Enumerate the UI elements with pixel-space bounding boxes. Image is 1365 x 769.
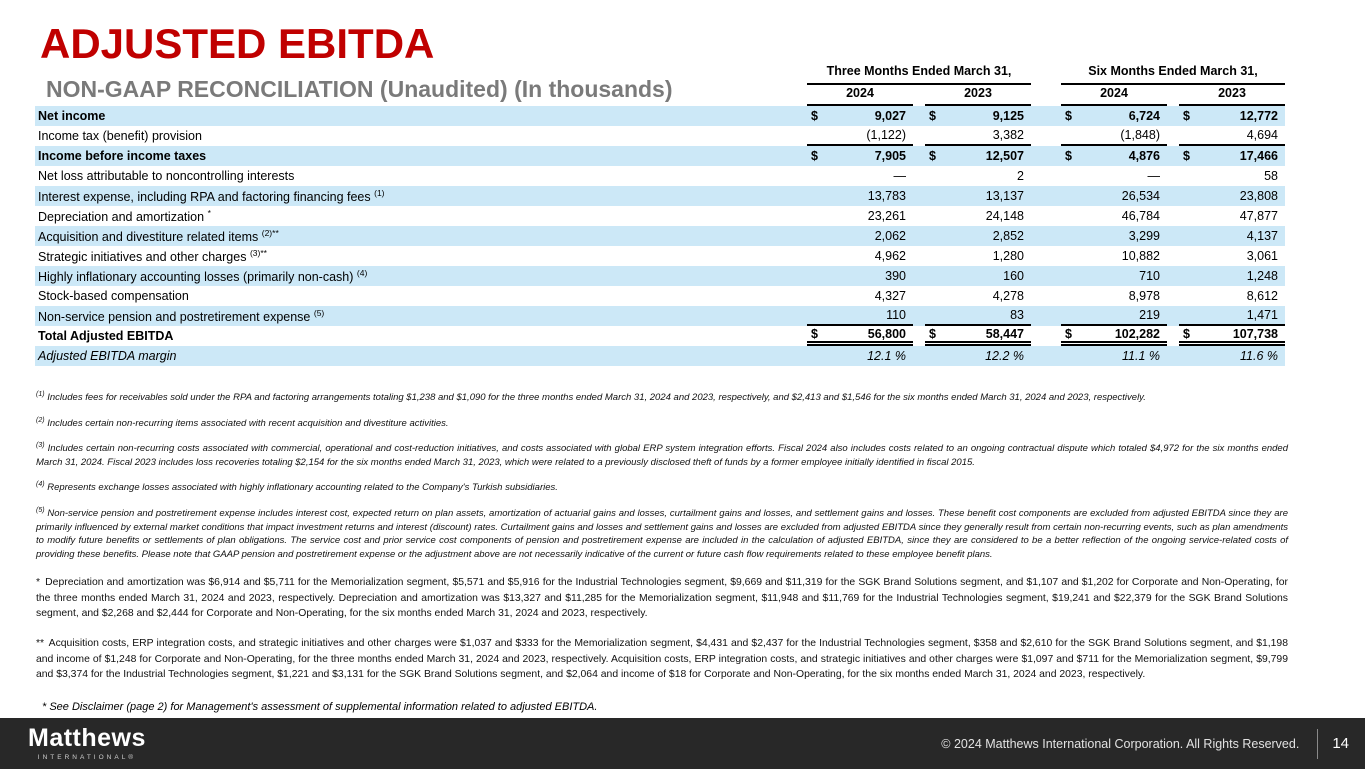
table-row-interest-expense	[35, 186, 1285, 206]
value: 4,876	[1128, 149, 1160, 163]
footer-bar	[0, 718, 1365, 769]
value-cell	[1061, 306, 1167, 326]
footnote-5: $^{(5)}$ Non-service pension and postretirement expense includes interest cost, expected return on plan assets, amortization of actuarial gains and losses, curtailment gains and losses, and settlement gains and losses. These benefit cost components are excluded from adjusted EBITDA since they are primarily influenced by external market conditions that impact investment returns and interest (discount) rates. Curtailment gains and losses and settlement gains and losses are excluded from adjusted EBITDA since they generally result from certain non-recurring events, such as plan amendments to modify future benefits or settlements of plan obligations. The service cost and prior service cost components of pension and postretirement expense are included in the calculation of adjusted EBITDA, since they are considered to be a better reflection of the ongoing service-related costs of providing these benefits. Please note that GAAP pension and postretirement expense or the adjustment above are not necessarily indicative of the current or future cash flow requirements related to these employee benefit plans.	[36, 507, 1288, 560]
value-cell	[1179, 106, 1285, 126]
currency-symbol: $	[1183, 109, 1190, 123]
value-cell	[807, 326, 913, 346]
value: 1,471	[1246, 308, 1278, 322]
row-label: Interest expense, including RPA and factoring financing fees $^{(1)}$	[38, 187, 385, 205]
value: 10,882	[1121, 249, 1160, 263]
table-row-strategic-initiatives	[35, 246, 1285, 266]
currency-symbol: $	[929, 149, 936, 163]
value-cell	[1179, 226, 1285, 246]
row-label: Highly inflationary accounting losses (primarily non-cash) $^{(4)}$	[38, 267, 368, 285]
table-row-total-adjusted-ebitda	[35, 326, 1285, 346]
value: 23,808	[1239, 189, 1278, 203]
value: 12,772	[1239, 109, 1278, 123]
value-cell	[807, 106, 913, 126]
copyright-text: © 2024 Matthews International Corporation. All Rights Reserved.	[941, 736, 1300, 751]
value: 102,282	[1114, 326, 1160, 341]
value: 11.1 %	[1122, 349, 1160, 363]
value: 83	[1010, 308, 1024, 322]
currency-symbol: $	[1065, 149, 1072, 163]
footnote-1: $^{(1)}$ Includes fees for receivables sold under the RPA and factoring arrangements totaling $1,238 and $1,090 for the three months ended March 31, 2024 and 2023, respectively, and $2,413 and $1,546 for the six months ended March 31, 2024 and 2023, respectively.	[36, 391, 1146, 404]
value: 4,137	[1246, 229, 1278, 243]
row-label: Total Adjusted EBITDA	[38, 329, 174, 343]
row-label: Net loss attributable to noncontrolling interests	[38, 169, 295, 183]
year-header: 2024	[1061, 86, 1167, 106]
value-cell	[925, 206, 1031, 226]
value: 1,280	[992, 249, 1024, 263]
row-label: Adjusted EBITDA margin	[38, 349, 177, 363]
table-row-pension-expense	[35, 306, 1285, 326]
value: 8,612	[1246, 289, 1278, 303]
value-cell	[1061, 246, 1167, 266]
segment-note-acquisition: ** Acquisition costs, ERP integration costs, and strategic initiatives and other charges were $1,037 and $333 for the Memorialization segment, $4,431 and $2,437 for the Industrial Technologies segment, $358 and $2,610 for the SGK Brand Solutions segment, and $1,198 and income of $1,248 for Corporate and Non-Operating, for the three months ended March 31, 2024 and 2023, respectively. Acquisition costs, ERP integration costs, and strategic initiatives and other charges were $1,097 and $711 for the Memorialization segment, $9,799 and $3,374 for the Industrial Technologies segment, $1,221 and $3,131 for the SGK Brand Solutions segment, and $2,064 and income of $18 for Corporate and Non-Operating, for the six months ended March 31, 2024 and 2023, respectively.	[36, 637, 1288, 681]
value-cell	[1179, 186, 1285, 206]
value-cell	[1179, 146, 1285, 166]
footnote-ref: (3)**	[249, 247, 267, 258]
value-cell	[1061, 286, 1167, 306]
value-cell	[1061, 226, 1167, 246]
footnote-ref: (4)	[356, 267, 368, 278]
footnote-ref: (1)	[374, 187, 385, 198]
value: 17,466	[1239, 149, 1278, 163]
value-cell	[807, 146, 913, 166]
value: 219	[1139, 308, 1160, 322]
year-header: 2024	[807, 86, 913, 106]
value-cell	[925, 326, 1031, 346]
value-cell	[1179, 326, 1285, 346]
segment-note-depreciation: * Depreciation and amortization was $6,914 and $5,711 for the Memorialization segment, $5,571 and $5,916 for the Industrial Technologies segment, $9,669 and $11,319 for the SGK Brand Solutions segment, and $1,107 and $1,202 for Corporate and Non-Operating, for the three months ended March 31, 2024 and 2023, respectively. Depreciation and amortization was $13,327 and $11,285 for the Memorialization segment, $11,948 and $11,769 for the Industrial Technologies segment, $19,241 and $22,379 for the SGK Brand Solutions segment, and $2,268 and $2,444 for Corporate and Non-Operating, for the six months ended March 31, 2024 and 2023, respectively.	[36, 577, 1288, 620]
footer-right	[941, 729, 1349, 759]
currency-symbol: $	[929, 109, 936, 123]
value: 390	[885, 269, 906, 283]
value: 9,125	[992, 109, 1024, 123]
value-cell	[1179, 346, 1285, 366]
table-header-years	[35, 85, 1285, 106]
value-cell	[925, 246, 1031, 266]
currency-symbol: $	[1183, 326, 1190, 341]
value-cell	[1179, 166, 1285, 186]
value: 710	[1139, 269, 1160, 283]
value-cell	[925, 166, 1031, 186]
value-cell	[807, 206, 913, 226]
value: 2,852	[992, 229, 1024, 243]
table-row-noncontrolling-interests	[35, 166, 1285, 186]
value: —	[1147, 169, 1160, 183]
value: 4,694	[1246, 128, 1278, 142]
value-cell	[1179, 126, 1285, 146]
currency-symbol: $	[1065, 326, 1072, 341]
table-row-stock-compensation	[35, 286, 1285, 306]
value: 3,299	[1128, 229, 1160, 243]
value-cell	[1061, 146, 1167, 166]
value-cell	[807, 126, 913, 146]
footnote-ref: *	[207, 207, 211, 218]
value-cell	[1179, 286, 1285, 306]
value: 13,137	[985, 189, 1024, 203]
row-label: Depreciation and amortization *	[38, 207, 211, 225]
value: 13,783	[867, 189, 906, 203]
value-cell	[807, 226, 913, 246]
value-cell	[807, 346, 913, 366]
value: 7,905	[874, 149, 906, 163]
value-cell	[925, 226, 1031, 246]
value-cell	[807, 266, 913, 286]
value-cell	[925, 106, 1031, 126]
value-cell	[1061, 266, 1167, 286]
value-cell	[925, 146, 1031, 166]
table-row-inflationary-losses	[35, 266, 1285, 286]
value: 12.2 %	[985, 349, 1024, 363]
value: 8,978	[1128, 289, 1160, 303]
value: 4,278	[992, 289, 1024, 303]
currency-symbol: $	[929, 326, 936, 341]
value: 58,447	[985, 326, 1024, 341]
value: 26,534	[1121, 189, 1160, 203]
value-cell	[1061, 186, 1167, 206]
value: 46,784	[1121, 209, 1160, 223]
value-cell	[1061, 166, 1167, 186]
table-row-adjusted-ebitda-margin	[35, 346, 1285, 366]
value-cell	[1061, 346, 1167, 366]
value-cell	[925, 266, 1031, 286]
value: 12,507	[985, 149, 1024, 163]
value-cell	[925, 126, 1031, 146]
footnote-marker: (2)	[36, 416, 45, 424]
footnote-ref: (5)	[313, 307, 325, 318]
value: 23,261	[867, 209, 906, 223]
table-row-net-income	[35, 106, 1285, 126]
disclaimer-text: * See Disclaimer (page 2) for Management's assessment of supplemental information related to adjusted EBITDA.	[42, 701, 598, 713]
row-label: Strategic initiatives and other charges $^{(3)**}$	[38, 247, 267, 265]
value: 58	[1264, 169, 1278, 183]
value-cell	[925, 186, 1031, 206]
page-number: 14	[1332, 735, 1349, 752]
value: (1,122)	[866, 128, 906, 142]
table-row-income-before-taxes	[35, 146, 1285, 166]
footnote-marker: (1)	[36, 391, 45, 398]
value-cell	[925, 286, 1031, 306]
row-label: Stock-based compensation	[38, 289, 189, 303]
value: 9,027	[874, 109, 906, 123]
year-header: 2023	[925, 86, 1031, 106]
value: 4,962	[874, 249, 906, 263]
value: 56,800	[867, 326, 906, 341]
currency-symbol: $	[811, 326, 818, 341]
value: 4,327	[874, 289, 906, 303]
value: 3,382	[992, 128, 1024, 142]
row-label: Income tax (benefit) provision	[38, 129, 202, 143]
value-cell	[1179, 246, 1285, 266]
value: —	[893, 169, 906, 183]
year-header: 2023	[1179, 86, 1285, 106]
row-label: Income before income taxes	[38, 149, 207, 163]
table-row-income-tax	[35, 126, 1285, 146]
footnote-4: $^{(4)}$ Represents exchange losses associated with highly inflationary accounting related to the Company's Turkish subsidiaries.	[36, 481, 558, 494]
value-cell	[1061, 206, 1167, 226]
value-cell	[807, 166, 913, 186]
value: 6,724	[1128, 109, 1160, 123]
value-cell	[1179, 306, 1285, 326]
value-cell	[1179, 266, 1285, 286]
table-row-acquisition-divestiture	[35, 226, 1285, 246]
currency-symbol: $	[1065, 109, 1072, 123]
footnotes-section	[36, 390, 1288, 693]
value: 12.1 %	[867, 349, 906, 363]
note-marker: **	[36, 637, 45, 649]
value-cell	[807, 286, 913, 306]
footnote-ref: (2)**	[261, 227, 279, 238]
value: (1,848)	[1120, 128, 1160, 142]
currency-symbol: $	[811, 149, 818, 163]
footnote-3: $^{(3)}$ Includes certain non-recurring costs associated with commercial, operational and cost-reduction initiatives, and costs associated with global ERP system integration efforts. Fiscal 2024 also includes costs related to an ongoing contractual dispute which totaled $4,972 for the six months ended March 31, 2024. Fiscal 2023 includes loss recoveries totaling $2,154 for the six months ended March 31, 2023, which were related to a previously disclosed theft of funds by a former employee initially identified in fiscal 2015.	[36, 442, 1288, 468]
value: 47,877	[1239, 209, 1278, 223]
footnote-2: $^{(2)}$ Includes certain non-recurring items associated with recent acquisition and divestiture activities.	[36, 416, 449, 429]
column-group-six-months: Six Months Ended March 31,	[1061, 64, 1285, 85]
value: 2	[1017, 169, 1024, 183]
value: 11.6 %	[1240, 349, 1278, 363]
value: 110	[886, 308, 906, 322]
value: 160	[1003, 269, 1024, 283]
row-label: Net income	[38, 109, 106, 123]
value-cell	[807, 246, 913, 266]
currency-symbol: $	[1183, 149, 1190, 163]
page-number-divider	[1317, 729, 1318, 759]
value-cell	[1179, 206, 1285, 226]
currency-symbol: $	[811, 109, 818, 123]
value-cell	[807, 186, 913, 206]
table-header-groups	[35, 64, 1285, 85]
value: 2,062	[874, 229, 906, 243]
value-cell	[807, 306, 913, 326]
value-cell	[1061, 326, 1167, 346]
logo-tagline: INTERNATIONAL®	[37, 754, 137, 761]
value-cell	[925, 346, 1031, 366]
value-cell	[1061, 106, 1167, 126]
note-marker: *	[36, 577, 41, 589]
value-cell	[925, 306, 1031, 326]
table-row-depreciation-amortization	[35, 206, 1285, 226]
value-cell	[1061, 126, 1167, 146]
page-title: ADJUSTED EBITDA	[40, 20, 435, 67]
value: 3,061	[1246, 249, 1278, 263]
value: 1,248	[1246, 269, 1278, 283]
value: 24,148	[985, 209, 1024, 223]
column-group-three-months: Three Months Ended March 31,	[807, 64, 1031, 85]
matthews-logo	[28, 726, 146, 761]
footnote-marker: (4)	[36, 481, 45, 489]
reconciliation-table	[35, 64, 1285, 366]
footnote-marker: (5)	[36, 507, 45, 515]
page-subtitle: NON-GAAP RECONCILIATION (Unaudited) (In thousands)	[46, 76, 673, 102]
logo-wordmark: Matthews	[28, 724, 146, 752]
value: 107,738	[1232, 326, 1278, 341]
row-label: Acquisition and divestiture related items $^{(2)**}$	[38, 227, 279, 245]
footnote-marker: (3)	[36, 442, 45, 450]
row-label: Non-service pension and postretirement expense $^{(5)}$	[38, 307, 325, 325]
